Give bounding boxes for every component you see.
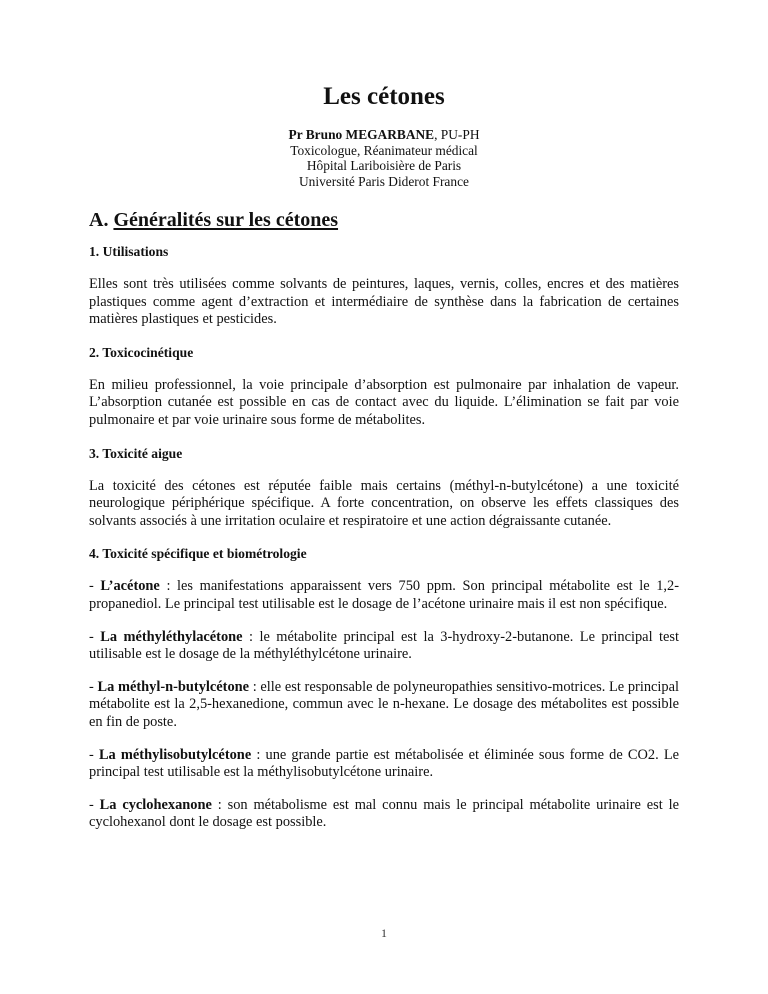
item-dash: - (89, 796, 100, 813)
author-title-suffix: , PU-PH (434, 127, 480, 142)
item-text: : elle est responsable de polyneuropathies sensitivo-motrices. Le principal métabolite est la 2,5-hexanedione, commun avec le n-hexane. Le dosage des métabolites est possible en fin de poste. (89, 678, 680, 730)
item-text: : son métabolisme est mal connu mais le principal métabolite urinaire est le cyclohexanol dont le dosage est possible. (89, 796, 680, 831)
item-text: : une grande partie est métabolisée et éliminée sous forme de CO2. Le principal test utilisable est la méthylisobutylcétone urinaire. (89, 746, 679, 781)
subsection-toxicite-aigue (89, 445, 679, 531)
author-block (89, 127, 679, 189)
item-term: La méthylisobutylcétone (98, 746, 252, 763)
item-dash: - (89, 578, 101, 595)
subsection-heading: 3. Toxicité aigue (89, 445, 183, 461)
list-item-methyl-n-butylcetone (89, 679, 679, 732)
author-affiliation-university: Université Paris Diderot France (299, 173, 469, 189)
author-name: Pr Bruno MEGARBANE (288, 127, 435, 142)
item-dash: - (89, 746, 99, 763)
section-title: Généralités sur les cétones (113, 209, 339, 231)
author-affiliation-role: Toxicologue, Réanimateur médical (290, 142, 478, 158)
section-prefix: A. (89, 209, 114, 231)
subsection-toxicite-specifique (89, 545, 679, 832)
author-line (89, 127, 679, 143)
item-term: La méthyléthylacétone (100, 628, 243, 645)
list-item-methylethylacetone (89, 629, 679, 664)
list-item-acetone (89, 578, 679, 613)
page-number: 1 (381, 926, 387, 940)
item-text: : les manifestations apparaissent vers 750 ppm. Son principal métabolite est le 1,2-propanediol. Le principal test utilisable est le dosage de l’acétone urinaire mais il est non spécifique. (89, 578, 679, 612)
item-term: L’acétone (100, 578, 160, 595)
paragraph: Elles sont très utilisées comme solvants de peintures, laques, vernis, colles, encres et des matières plastiques comme agent d’extraction et intermédiaire de synthèse dans la fabrication de certaines matières plastiques et pesticides. (89, 276, 679, 328)
subsection-heading: 4. Toxicité spécifique et biométrologie (89, 546, 307, 562)
paragraph: La toxicité des cétones est réputée faible mais certains (méthyl-n-butylcétone) a une toxicité neurologique périphérique spécifique. A forte concentration, on observe les effets classiques des solvants associés à une irritation oculaire et respiratoire et une action dégraissante cutanée. (89, 477, 679, 529)
item-term: La méthyl-n-butylcétone (97, 678, 250, 695)
list-item-cyclohexanone (89, 797, 679, 832)
subsection-heading: 1. Utilisations (89, 244, 169, 259)
paragraph: En milieu professionnel, la voie principale d’absorption est pulmonaire par inhalation de vapeur. L’absorption cutanée est possible en cas de contact avec du liquide. L’élimination se fait par voie pulmonaire et par voie urinaire sous forme de métabolites. (89, 376, 679, 428)
item-text: : le métabolite principal est la 3-hydroxy-2-butanone. Le principal test utilisable est le dosage de la méthyléthylcétone urinaire. (89, 628, 679, 663)
item-dash: - (89, 678, 98, 695)
item-dash: - (89, 628, 101, 645)
subsection-toxicocinetique (89, 344, 679, 430)
document-title: Les cétones (323, 83, 445, 110)
item-term: La cyclohexanone (99, 796, 212, 813)
list-item-methylisobutylcetone (89, 747, 679, 782)
subsection-utilisations (89, 243, 679, 329)
author-affiliation-hospital: Hôpital Lariboisière de Paris (306, 158, 462, 173)
section-heading (89, 208, 338, 232)
subsection-heading: 2. Toxicocinétique (89, 344, 194, 360)
document-body (89, 243, 679, 847)
